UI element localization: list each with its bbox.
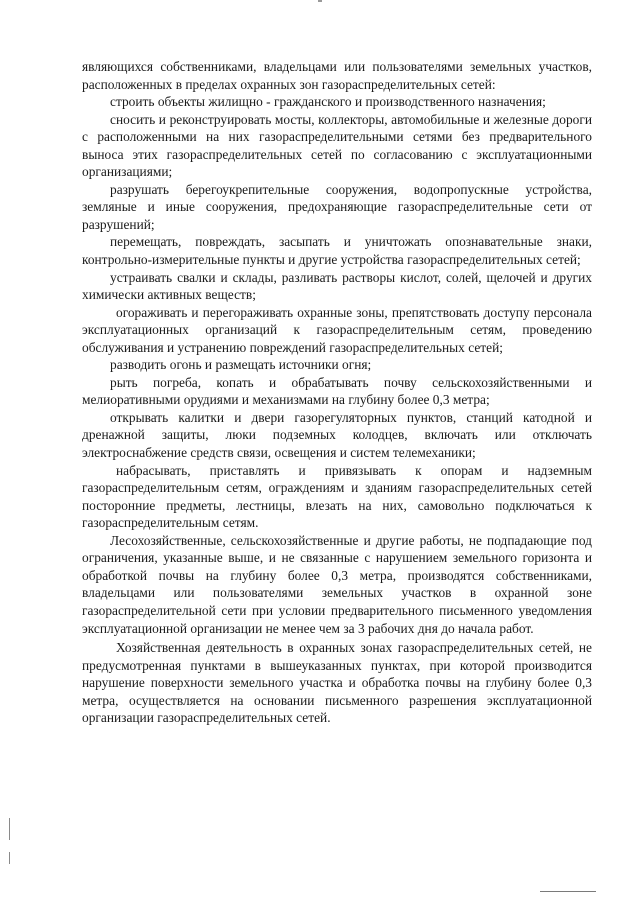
document-body <box>82 58 592 727</box>
paragraph-intro-continuation: являющихся собственниками, владельцами или пользователями земельных участков, расположенных в пределах охранных зон газораспределительных сетей: <box>82 59 592 92</box>
paragraph-prohibition-destroy-structures: разрушать берегоукрепительные сооружения, водопропускные устройства, земляные и иные сооружения, предохраняющие газораспределительные сети от разрушений; <box>82 181 592 232</box>
paragraph-prohibition-digging: рыть погреба, копать и обрабатывать почву сельскохозяйственными и мелиоративными орудиями и механизмами на глубину более 0,3 метра; <box>82 374 592 408</box>
paragraph-prohibition-demolish: сносить и реконструировать мосты, коллекторы, автомобильные и железные дороги с расположенными на них газораспределительными сетями без предварительного выноса этих газораспределительных сетей по согласованию с эксплуатационными организациями; <box>82 111 592 180</box>
scan-margin-mark <box>9 818 10 840</box>
scan-margin-mark <box>9 852 10 864</box>
paragraph-prohibition-construct: строить объекты жилищно - гражданского и производственного назначения; <box>110 94 546 110</box>
paragraph-prohibition-attach: набрасывать, приставлять и привязывать к опорам и надземным газораспределительным сетям, ограждениям и зданиям газораспределительных сетей посторонние предметы, лестницы, влезать на них, самовольно подключаться к газораспределительным сетям. <box>82 462 592 531</box>
paragraph-permitted-works: Лесохозяйственные, сельскохозяйственные и другие работы, не подпадающие под ограничения, указанные выше, и не связанные с нарушением земельного горизонта и обработкой почвы на глубину более 0,3 метра, производятся собственниками, владельцами или пользователями земельных участков в охранной зоне газораспределительной сети при условии предварительного письменного уведомления эксплуатационной организации не менее чем за 3 рабочих дня до начала работ. <box>82 532 592 636</box>
paragraph-prohibition-signs: перемещать, повреждать, засыпать и уничтожать опознавательные знаки, контрольно-измерительные пункты и другие устройства газораспределительных сетей; <box>82 234 592 268</box>
page-top-mark <box>318 0 322 2</box>
paragraph-prohibition-fire: разводить огонь и размещать источники огня; <box>110 357 372 373</box>
paragraph-prohibition-fencing: огораживать и перегораживать охранные зоны, препятствовать доступу персонала эксплуатационных организаций к газораспределительным сетям, проведению обслуживания и устранению повреждений газораспределительных сетей; <box>82 304 592 355</box>
paragraph-prohibition-doors: открывать калитки и двери газорегуляторных пунктов, станций катодной и дренажной защиты, люки подземных колодцев, включать или отключать электроснабжение средств связи, освещения и систем телемеханики; <box>82 409 592 461</box>
paragraph-economic-activity: Хозяйственная деятельность в охранных зонах газораспределительных сетей, не предусмотренная пунктами в вышеуказанных пунктах, при которой производится нарушение поверхности земельного участка и обработка почвы на глубину более 0,3 метра, осуществляется на основании письменного разрешения эксплуатационной организации газораспределительных сетей. <box>82 640 592 726</box>
footer-rule <box>540 891 596 892</box>
paragraph-prohibition-dumps: устраивать свалки и склады, разливать растворы кислот, солей, щелочей и других химически активных веществ; <box>82 269 592 303</box>
